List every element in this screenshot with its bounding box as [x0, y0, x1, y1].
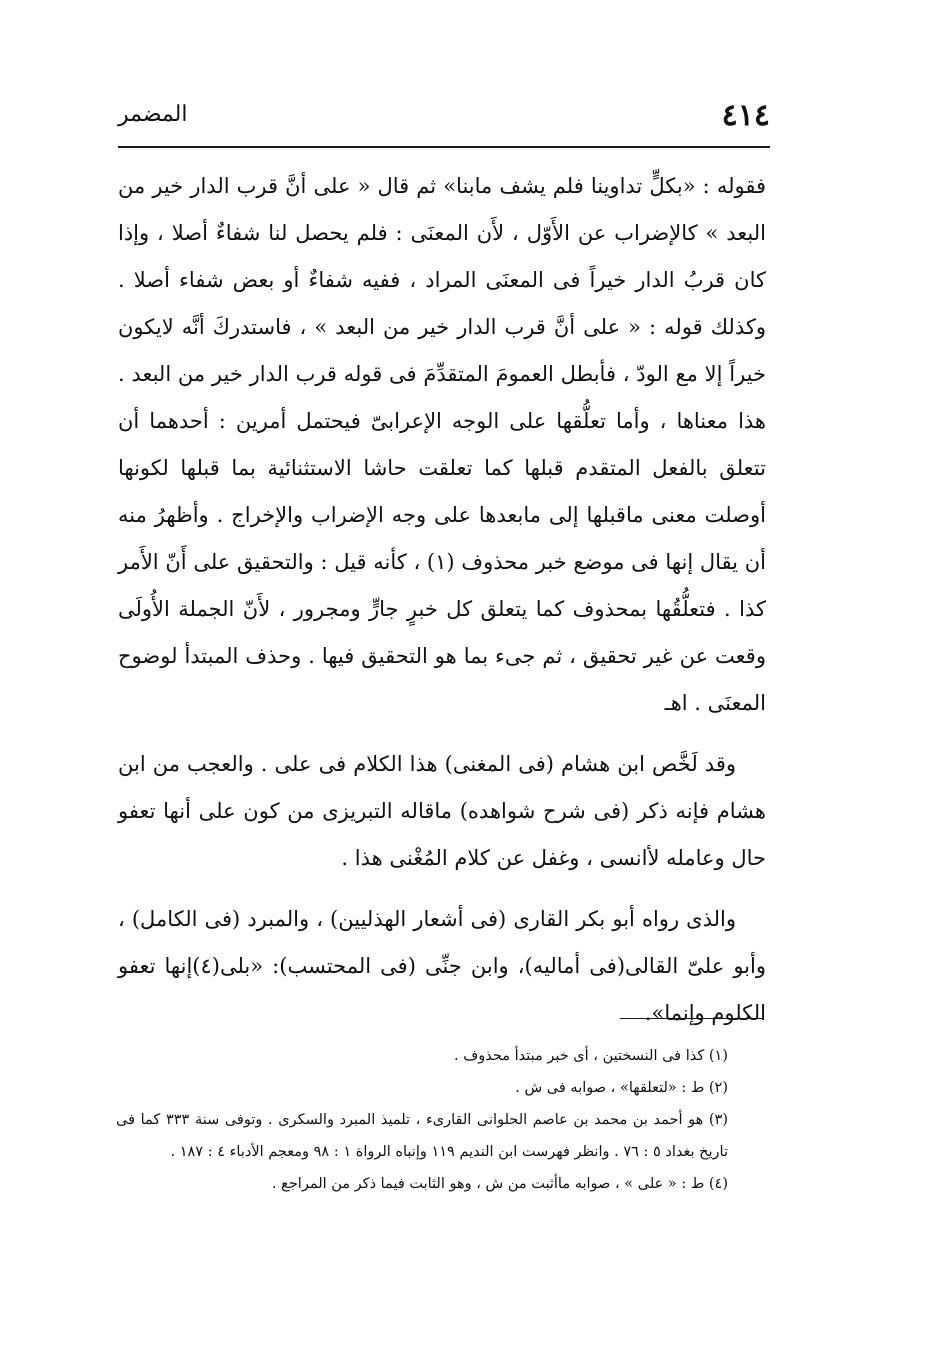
footnote-2: (٢) ط : «لتعلقها» ، صوابه فى ش . [515, 1080, 728, 1096]
header-rule [118, 146, 770, 148]
footnote-3: (٣) هو أحمد بن محمد بن عاصم الحلوانى القارىء ، تلميذ المبرد والسكرى . وتوفى سنة ٣٣٣ كما فى تاريخ بغداد ٥ : ٧٦ . وانظر فهرست ابن النديم ١١٩ وإنباه الرواة ١ : ٩٨ ومعجم الأدباء ٤ : ١٨٧ . [116, 1112, 728, 1160]
footnote-4: (٤) ط : « على » ، صوابه ماأثبت من ش ، وهو الثابت فيما ذكر من المراجع . [271, 1176, 728, 1192]
running-title: المضمر [118, 102, 188, 127]
paragraph-1: فقوله : «بكلٍّ تداوينا فلم يشف مابنا» ثم قال « على أنَّ قرب الدار خير من البعد » كالإضراب عن الأَوّل ، لأَن المعنَى : فلم يحصل لنا شفاءٌ أصلا ، وإذا كان قربُ الدار خيراً فى المعنَى المراد ، ففيه شفاءٌ أو بعض شفاء أصلا . وكذلك قوله : « على أنَّ قرب الدار خير من البعد » ، فاستدركَ أنَّه لايكون خيراً إلا مع الودّ ، فأبطل العمومَ المتقدِّمَ فى قوله قرب الدار خير من البعد . هذا معناها ، وأما تعلُّقها على الوجه الإعرابىّ فيحتمل أمرين : أحدهما أن تتعلق بالفعل المتقدم قبلها كما تعلقت حاشا الاستثنائية بما قبلها لكونها أوصلت معنى ماقبلها إلى مابعدها على وجه الإضراب والإخراج . وأظهرُ منه أن يقال إنها فى موضع خبر محذوف (١) ، كأنه قيل : والتحقيق على أَنّ الأَمر كذا . فتعلُّقُها بمحذوف كما يتعلق كل خبرٍ جارٍّ ومجرور ، لأَنّ الجملة الأُولَى وقعت عن غير تحقيق ، ثم جىء بما هو التحقيق فيها . وحذف المبتدأ لوضوح المعنَى . اهـ [118, 174, 766, 715]
page-header [118, 96, 770, 146]
footnote-separator [620, 1018, 762, 1019]
footnotes [116, 1040, 766, 1200]
paragraph-3: والذى رواه أبو بكر القارى (فى أشعار الهذليين) ، والمبرد (فى الكامل) ، وأبو علىّ القالى(فى أماليه)، وابن جنِّى (فى المحتسب): «بلى(٤)إنها تعفو الكلوم وإنما». [118, 907, 766, 1025]
footnote-1: (١) كذا فى النسختين ، أى خبر مبتدأ محذوف . [453, 1048, 728, 1064]
main-text [118, 163, 766, 1051]
page-number: ٤١٤ [721, 98, 770, 133]
paragraph-2: وقد لَخَّص ابن هشام (فى المغنى) هذا الكلام فى على . والعجب من ابن هشام فإنه ذكر (فى شرح شواهده) ماقاله التبريزى من كون على أنها تعفو حال وعامله لأانسى ، وغفل عن كلام المُغْنى هذا . [118, 752, 766, 870]
